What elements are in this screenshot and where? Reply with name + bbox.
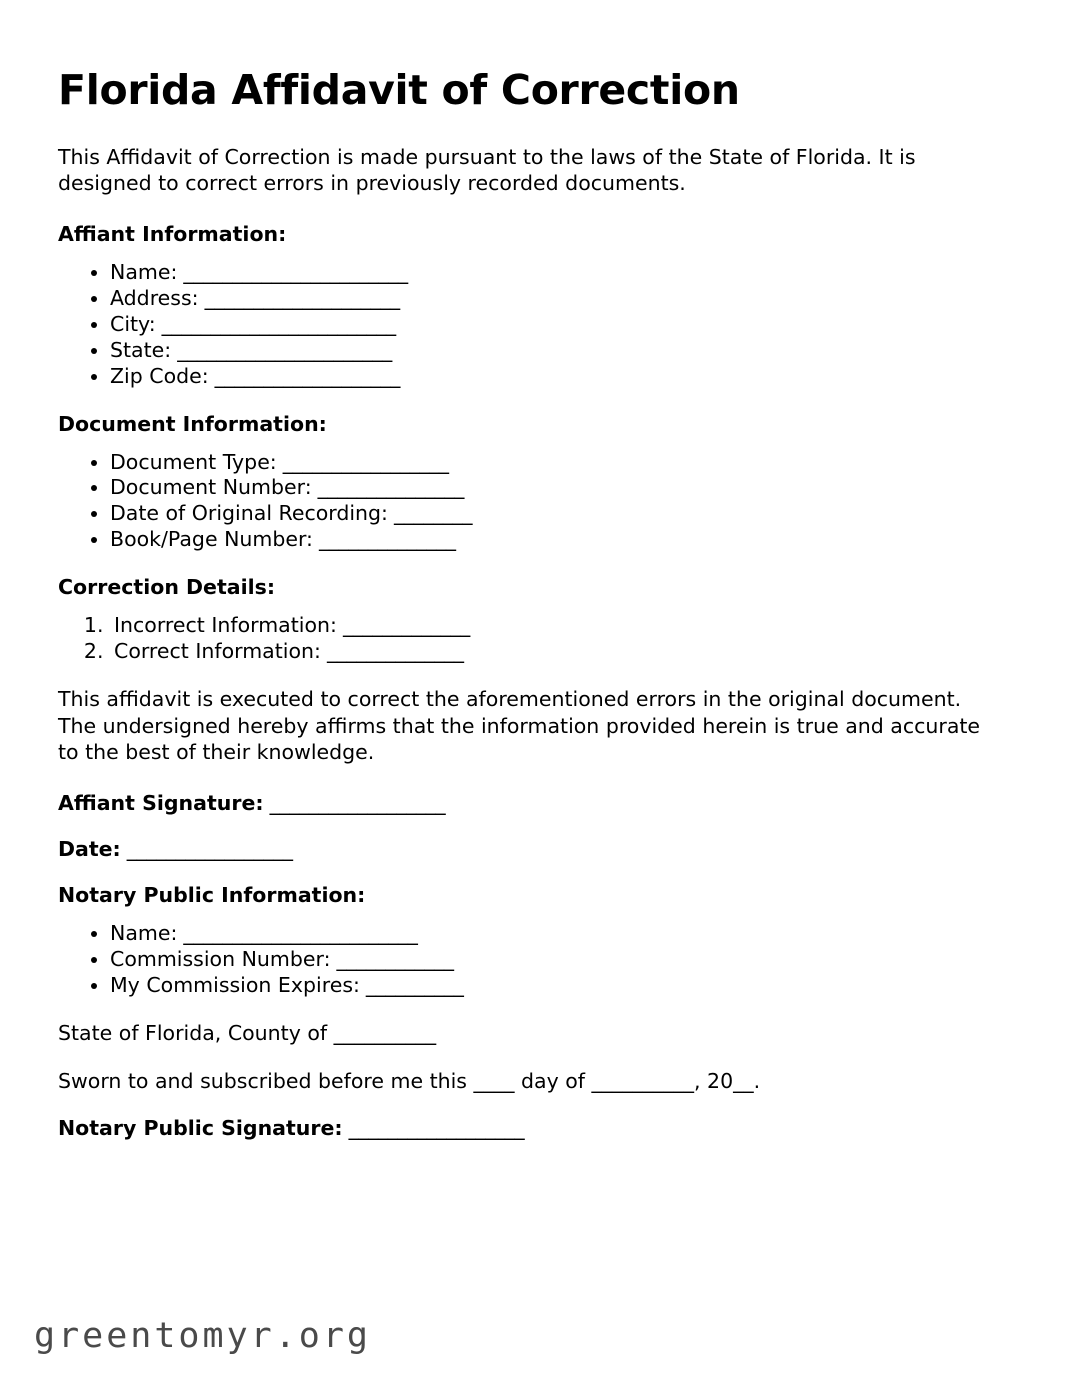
field-label: City: xyxy=(110,312,156,337)
list-item xyxy=(110,338,1005,364)
notary-signature-label: Notary Public Signature: xyxy=(58,1116,343,1141)
section-heading-document-information: Document Information: xyxy=(58,411,327,436)
fill-in-blank[interactable]: _____________ xyxy=(336,612,470,637)
affiant-signature-blank[interactable]: __________________ xyxy=(263,791,446,816)
section-heading-correction-details: Correction Details: xyxy=(58,574,276,599)
fill-in-blank[interactable]: ______________ xyxy=(312,527,456,551)
field-label: Book/Page Number: xyxy=(110,527,313,551)
list-item xyxy=(110,260,1005,286)
list-item xyxy=(110,947,1005,973)
notary-signature-blank[interactable]: __________________ xyxy=(342,1116,525,1141)
fill-in-blank[interactable]: ________ xyxy=(387,501,472,526)
list-item xyxy=(110,286,1005,312)
fill-in-blank[interactable]: ________________________ xyxy=(177,921,418,946)
fill-in-blank[interactable]: ____________ xyxy=(330,947,454,972)
notary-information-field-list xyxy=(58,921,1005,998)
field-label: Document Number: xyxy=(110,475,312,500)
notary-signature-line xyxy=(58,1116,1005,1140)
date-blank[interactable]: _________________ xyxy=(120,837,293,862)
fill-in-blank[interactable]: __________ xyxy=(359,972,464,997)
fill-in-blank[interactable]: ________________________ xyxy=(155,312,396,337)
date-label: Date: xyxy=(58,837,121,862)
fill-in-blank[interactable]: _________________ xyxy=(276,449,449,474)
fill-in-blank[interactable]: ______________ xyxy=(320,638,464,663)
document-information-field-list xyxy=(58,450,1005,553)
affiant-signature-label: Affiant Signature: xyxy=(58,791,264,816)
date-line xyxy=(58,837,1005,861)
field-label: Date of Original Recording: xyxy=(110,501,388,526)
field-label: Incorrect Information: xyxy=(114,612,337,637)
list-item xyxy=(110,501,1005,527)
list-item xyxy=(110,364,1005,390)
sworn-statement-line: Sworn to and subscribed before me this ____ day of __________, 20__. xyxy=(58,1068,761,1093)
list-item xyxy=(110,450,1005,476)
field-label: Correct Information: xyxy=(114,638,321,663)
correction-details-list xyxy=(58,613,1005,665)
field-label: State: xyxy=(110,337,172,362)
fill-in-blank[interactable]: _______________________ xyxy=(177,260,408,285)
field-label: My Commission Expires: xyxy=(110,972,360,997)
fill-in-blank[interactable]: ____________________ xyxy=(198,286,400,311)
fill-in-blank[interactable]: _______________ xyxy=(311,475,464,500)
affiant-information-field-list xyxy=(58,260,1005,389)
field-label: Name: xyxy=(110,921,178,946)
fill-in-blank[interactable]: ______________________ xyxy=(171,337,392,362)
page-title: Florida Affidavit of Correction xyxy=(58,66,740,114)
closing-paragraph: This affidavit is executed to correct the aforementioned errors in the original document. The undersigned hereby affirms that the information provided herein is true and accurate to the best of their knowledge. xyxy=(58,687,981,764)
list-item xyxy=(110,312,1005,338)
affiant-signature-line xyxy=(58,791,1005,815)
field-label: Zip Code: xyxy=(110,363,209,388)
fill-in-blank[interactable]: ___________________ xyxy=(208,363,400,388)
list-item xyxy=(110,475,1005,501)
list-item xyxy=(110,613,1005,639)
intro-paragraph: This Affidavit of Correction is made pursuant to the laws of the State of Florida. It is designed to correct errors in previously recorded documents. xyxy=(58,144,916,196)
field-label: Name: xyxy=(110,260,178,285)
field-label: Commission Number: xyxy=(110,947,331,972)
list-item xyxy=(110,973,1005,999)
field-label: Address: xyxy=(110,286,199,311)
section-heading-notary-public-information: Notary Public Information: xyxy=(58,883,366,908)
section-heading-affiant-information: Affiant Information: xyxy=(58,222,287,247)
list-item xyxy=(110,527,1005,553)
venue-line: State of Florida, County of __________ xyxy=(58,1020,437,1045)
field-label: Document Type: xyxy=(110,449,277,474)
list-item xyxy=(110,921,1005,947)
site-watermark: greentomyr.org xyxy=(34,1316,372,1356)
list-item xyxy=(110,639,1005,665)
